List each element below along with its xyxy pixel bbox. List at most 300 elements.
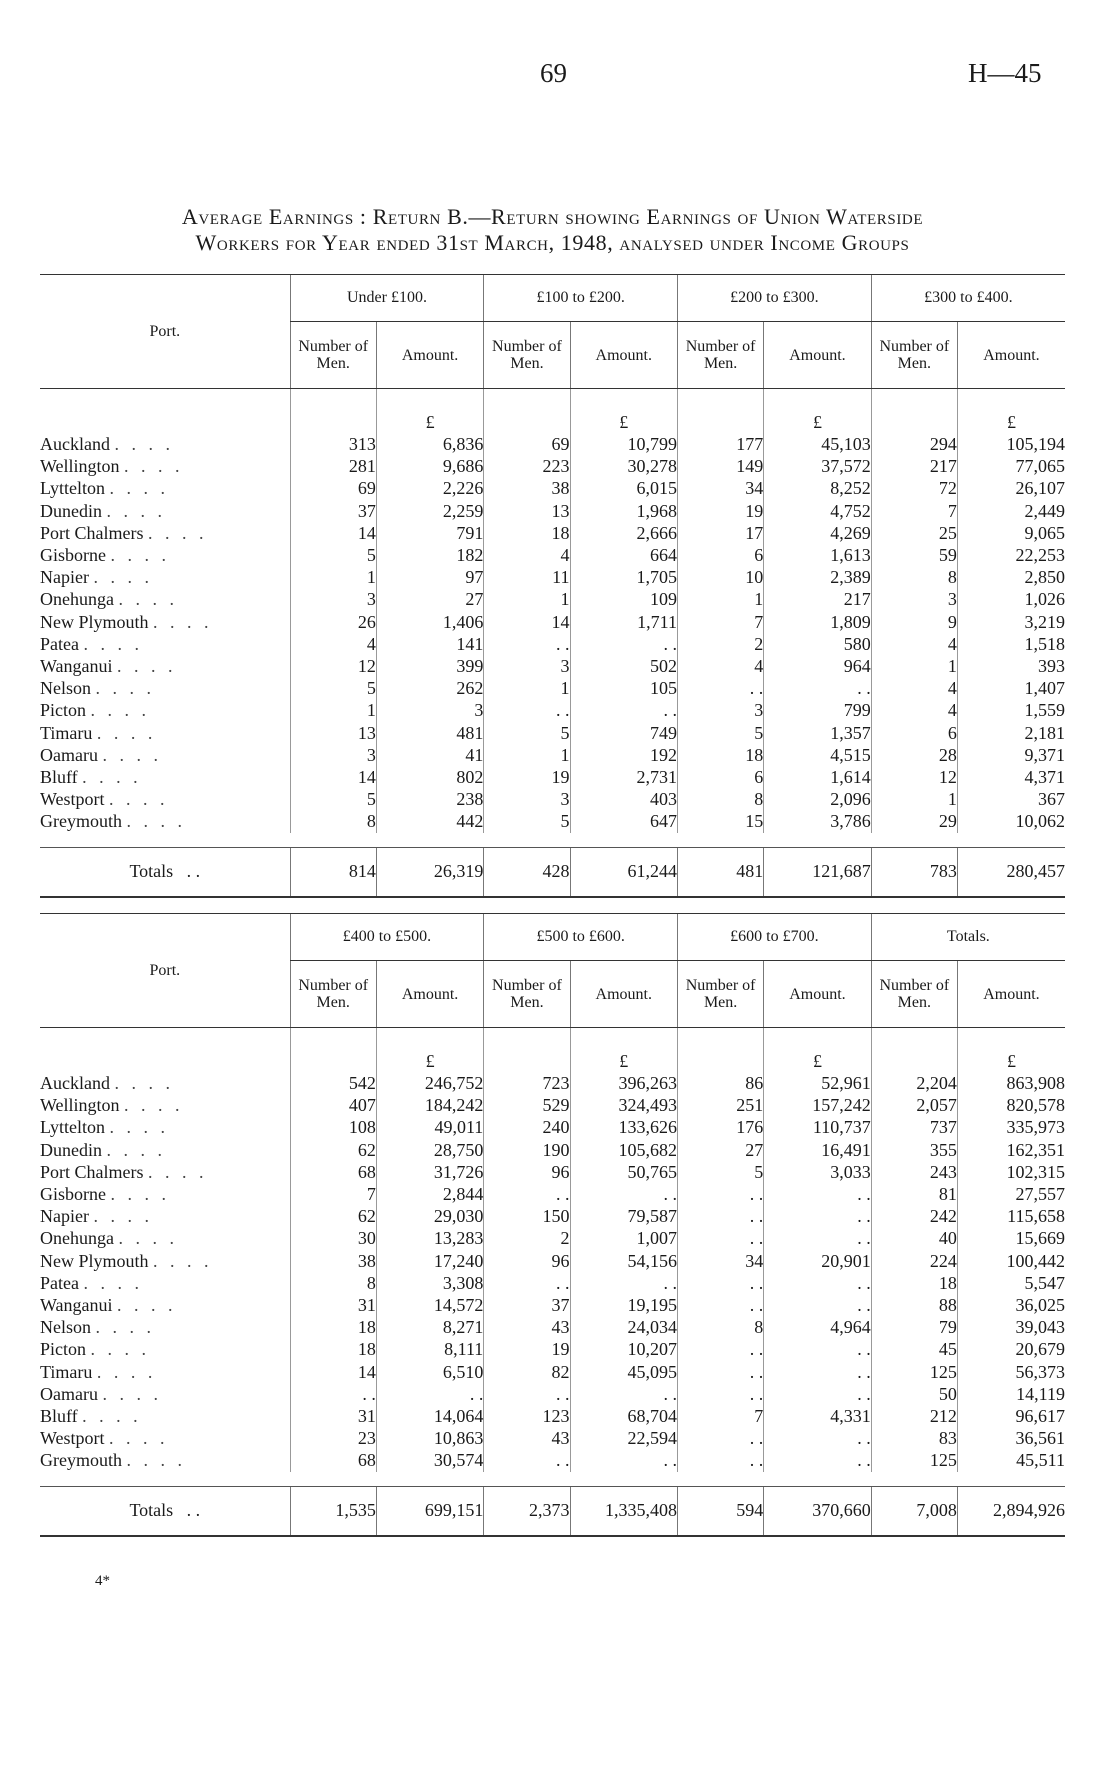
amount-cell: 16,491: [764, 1139, 872, 1161]
amount-cell: 22,253: [957, 544, 1065, 566]
amount-cell: 1,007: [570, 1227, 678, 1249]
amount-cell: 9,371: [957, 744, 1065, 766]
men-count-cell: 13: [290, 722, 376, 744]
port-header: Port.: [40, 275, 290, 389]
men-count-cell: . .: [484, 633, 570, 655]
amount-cell: 8,111: [376, 1338, 484, 1360]
amount-cell: . .: [570, 1383, 678, 1405]
port-name: Wellington . . . .: [40, 456, 184, 477]
men-count-cell: 108: [290, 1116, 376, 1138]
number-of-men-header: Number of Men.: [678, 322, 764, 389]
amount-cell: 664: [570, 544, 678, 566]
amount-cell: 110,737: [764, 1116, 872, 1138]
men-count-cell: 28: [871, 744, 957, 766]
table-row: [40, 1205, 1065, 1227]
amount-cell: 1,613: [764, 544, 872, 566]
port-name: Patea . . . .: [40, 1272, 143, 1293]
men-count-cell: 34: [678, 477, 764, 499]
amount-cell: 367: [957, 788, 1065, 810]
amount-cell: 10,863: [376, 1427, 484, 1449]
men-count-cell: 242: [871, 1205, 957, 1227]
men-count-cell: 72: [871, 477, 957, 499]
port-name: Onehunga . . . .: [40, 1228, 178, 1249]
amount-cell: 2,181: [957, 722, 1065, 744]
amount-cell: 3,219: [957, 611, 1065, 633]
table-row: [40, 633, 1065, 655]
men-count-cell: . .: [678, 677, 764, 699]
men-count-cell: 43: [484, 1427, 570, 1449]
port-name: Picton . . . .: [40, 700, 151, 721]
number-of-men-header: Number of Men.: [290, 322, 376, 389]
amount-cell: 820,578: [957, 1094, 1065, 1116]
amount-cell: 26,107: [957, 477, 1065, 499]
amount-cell: 481: [376, 722, 484, 744]
amount-cell: 802: [376, 766, 484, 788]
men-count-cell: 40: [871, 1227, 957, 1249]
men-count-cell: . .: [290, 1383, 376, 1405]
table-row: [40, 744, 1065, 766]
total-cell: 121,687: [764, 847, 872, 897]
amount-cell: . .: [764, 1449, 872, 1471]
men-count-cell: 19: [678, 500, 764, 522]
amount-cell: 238: [376, 788, 484, 810]
amount-cell: 45,095: [570, 1361, 678, 1383]
amount-cell: . .: [764, 1383, 872, 1405]
men-count-cell: 68: [290, 1449, 376, 1471]
men-count-cell: 6: [871, 722, 957, 744]
amount-cell: 10,799: [570, 433, 678, 455]
amount-cell: . .: [764, 1427, 872, 1449]
men-count-cell: 6: [678, 544, 764, 566]
men-count-cell: 25: [871, 522, 957, 544]
amount-cell: . .: [570, 633, 678, 655]
men-count-cell: 3: [290, 588, 376, 610]
amount-cell: 4,515: [764, 744, 872, 766]
pound-sign: £: [376, 389, 484, 434]
amount-cell: 3,786: [764, 810, 872, 832]
amount-cell: 97: [376, 566, 484, 588]
men-count-cell: . .: [678, 1361, 764, 1383]
amount-cell: . .: [764, 1227, 872, 1249]
amount-cell: 6,510: [376, 1361, 484, 1383]
table-rows: [40, 1072, 1065, 1472]
total-cell: 594: [678, 1486, 764, 1536]
amount-header: Amount.: [957, 322, 1065, 389]
men-count-cell: 18: [290, 1338, 376, 1360]
amount-header: Amount.: [376, 961, 484, 1028]
port-name: Dunedin . . . .: [40, 1139, 166, 1160]
men-count-cell: 313: [290, 433, 376, 455]
number-of-men-header: Number of Men.: [871, 322, 957, 389]
amount-cell: 1,559: [957, 699, 1065, 721]
table-row: [40, 1072, 1065, 1094]
group-header: £600 to £700.: [678, 914, 872, 961]
men-count-cell: 281: [290, 455, 376, 477]
amount-cell: . .: [764, 1183, 872, 1205]
men-count-cell: 81: [871, 1183, 957, 1205]
footnote: 4*: [95, 1573, 110, 1589]
men-count-cell: . .: [484, 1183, 570, 1205]
men-count-cell: 125: [871, 1361, 957, 1383]
men-count-cell: 12: [290, 655, 376, 677]
men-count-cell: 18: [290, 1316, 376, 1338]
amount-cell: 863,908: [957, 1072, 1065, 1094]
men-count-cell: 8: [290, 810, 376, 832]
men-count-cell: . .: [484, 699, 570, 721]
men-count-cell: 50: [871, 1383, 957, 1405]
men-count-cell: 542: [290, 1072, 376, 1094]
amount-cell: 41: [376, 744, 484, 766]
amount-cell: . .: [764, 1361, 872, 1383]
report-reference: H—45: [968, 58, 1042, 88]
number-of-men-header: Number of Men.: [484, 322, 570, 389]
number-of-men-header: Number of Men.: [678, 961, 764, 1028]
port-name: Dunedin . . . .: [40, 500, 166, 521]
men-count-cell: 12: [871, 766, 957, 788]
men-count-cell: 3: [678, 699, 764, 721]
total-cell: 26,319: [376, 847, 484, 897]
amount-cell: 24,034: [570, 1316, 678, 1338]
earnings-table-upper-groups: [40, 913, 1065, 1537]
amount-cell: 4,269: [764, 522, 872, 544]
men-count-cell: 11: [484, 566, 570, 588]
amount-cell: 45,103: [764, 433, 872, 455]
port-name: Port Chalmers . . . .: [40, 522, 208, 543]
men-count-cell: 62: [290, 1205, 376, 1227]
totals-row: [40, 1486, 1065, 1536]
total-cell: 699,151: [376, 1486, 484, 1536]
amount-cell: 162,351: [957, 1139, 1065, 1161]
amount-cell: 6,836: [376, 433, 484, 455]
table-row: [40, 722, 1065, 744]
amount-cell: . .: [570, 699, 678, 721]
pound-sign: £: [764, 1028, 872, 1073]
men-count-cell: 737: [871, 1116, 957, 1138]
amount-cell: 3,033: [764, 1161, 872, 1183]
totals-row: [40, 847, 1065, 897]
port-name: Patea . . . .: [40, 633, 143, 654]
total-cell: 370,660: [764, 1486, 872, 1536]
table-row: [40, 1272, 1065, 1294]
port-name: New Plymouth . . . .: [40, 1250, 213, 1271]
men-count-cell: 31: [290, 1405, 376, 1427]
table-row: [40, 1361, 1065, 1383]
men-count-cell: 190: [484, 1139, 570, 1161]
table-row: [40, 1449, 1065, 1471]
table-row: [40, 1316, 1065, 1338]
men-count-cell: 1: [871, 655, 957, 677]
amount-cell: 335,973: [957, 1116, 1065, 1138]
men-count-cell: 88: [871, 1294, 957, 1316]
amount-cell: 502: [570, 655, 678, 677]
men-count-cell: 5: [290, 788, 376, 810]
amount-cell: 192: [570, 744, 678, 766]
amount-cell: 13,283: [376, 1227, 484, 1249]
table-row: [40, 766, 1065, 788]
total-cell: 783: [871, 847, 957, 897]
amount-cell: . .: [764, 1205, 872, 1227]
men-count-cell: 7: [678, 1405, 764, 1427]
port-name: Lyttelton . . . .: [40, 478, 169, 499]
men-count-cell: 96: [484, 1161, 570, 1183]
men-count-cell: 5: [484, 810, 570, 832]
amount-cell: 105,682: [570, 1139, 678, 1161]
men-count-cell: 10: [678, 566, 764, 588]
men-count-cell: 7: [678, 611, 764, 633]
men-count-cell: 3: [484, 655, 570, 677]
total-cell: 814: [290, 847, 376, 897]
port-name: Wellington . . . .: [40, 1095, 184, 1116]
amount-cell: 324,493: [570, 1094, 678, 1116]
amount-cell: 1,026: [957, 588, 1065, 610]
amount-cell: . .: [570, 1449, 678, 1471]
men-count-cell: 123: [484, 1405, 570, 1427]
amount-cell: 393: [957, 655, 1065, 677]
pound-sign: £: [376, 1028, 484, 1073]
amount-cell: 749: [570, 722, 678, 744]
men-count-cell: 69: [484, 433, 570, 455]
amount-cell: 2,844: [376, 1183, 484, 1205]
amount-cell: 141: [376, 633, 484, 655]
table-row: [40, 611, 1065, 633]
men-count-cell: 7: [290, 1183, 376, 1205]
men-count-cell: 4: [290, 633, 376, 655]
table-row: [40, 477, 1065, 499]
men-count-cell: 217: [871, 455, 957, 477]
pound-sign: £: [764, 389, 872, 434]
table-row: [40, 788, 1065, 810]
men-count-cell: 2,204: [871, 1072, 957, 1094]
men-count-cell: 2: [678, 633, 764, 655]
amount-cell: 15,669: [957, 1227, 1065, 1249]
men-count-cell: 8: [678, 1316, 764, 1338]
men-count-cell: 17: [678, 522, 764, 544]
men-count-cell: 9: [871, 611, 957, 633]
amount-header: Amount.: [957, 961, 1065, 1028]
men-count-cell: 125: [871, 1449, 957, 1471]
men-count-cell: 355: [871, 1139, 957, 1161]
amount-cell: 1,711: [570, 611, 678, 633]
table-row: [40, 588, 1065, 610]
amount-cell: 403: [570, 788, 678, 810]
men-count-cell: 59: [871, 544, 957, 566]
men-count-cell: 30: [290, 1227, 376, 1249]
amount-cell: 45,511: [957, 1449, 1065, 1471]
port-header: Port.: [40, 914, 290, 1028]
amount-cell: 4,752: [764, 500, 872, 522]
port-name: Nelson . . . .: [40, 1317, 155, 1338]
men-count-cell: 1: [678, 588, 764, 610]
group-header: Totals.: [871, 914, 1065, 961]
men-count-cell: 243: [871, 1161, 957, 1183]
men-count-cell: 8: [871, 566, 957, 588]
port-name: Lyttelton . . . .: [40, 1117, 169, 1138]
men-count-cell: . .: [678, 1427, 764, 1449]
men-count-cell: 86: [678, 1072, 764, 1094]
men-count-cell: . .: [678, 1449, 764, 1471]
title-line-2: Workers for Year ended 31st March, 1948, analysed under Income Groups: [195, 230, 910, 255]
port-name: Oamaru . . . .: [40, 1383, 162, 1404]
amount-cell: 2,666: [570, 522, 678, 544]
amount-cell: 77,065: [957, 455, 1065, 477]
amount-cell: 14,064: [376, 1405, 484, 1427]
port-name: Port Chalmers . . . .: [40, 1161, 208, 1182]
amount-cell: . .: [764, 1294, 872, 1316]
men-count-cell: 14: [484, 611, 570, 633]
total-cell: 1,335,408: [570, 1486, 678, 1536]
amount-cell: 217: [764, 588, 872, 610]
table-row: [40, 1139, 1065, 1161]
table-row: [40, 1227, 1065, 1249]
table-row: [40, 1161, 1065, 1183]
amount-cell: 2,850: [957, 566, 1065, 588]
amount-cell: 1,518: [957, 633, 1065, 655]
men-count-cell: 1: [290, 699, 376, 721]
men-count-cell: 14: [290, 766, 376, 788]
men-count-cell: 14: [290, 522, 376, 544]
port-name: Gisborne . . . .: [40, 545, 170, 566]
amount-cell: 28,750: [376, 1139, 484, 1161]
totals-label: Totals . .: [40, 847, 290, 897]
men-count-cell: . .: [678, 1383, 764, 1405]
amount-cell: 1,407: [957, 677, 1065, 699]
total-cell: 1,535: [290, 1486, 376, 1536]
total-cell: 2,894,926: [957, 1486, 1065, 1536]
men-count-cell: . .: [484, 1272, 570, 1294]
amount-cell: 182: [376, 544, 484, 566]
port-name: New Plymouth . . . .: [40, 611, 213, 632]
amount-cell: . .: [764, 1338, 872, 1360]
amount-header: Amount.: [570, 961, 678, 1028]
port-name: Picton . . . .: [40, 1339, 151, 1360]
men-count-cell: 4: [484, 544, 570, 566]
document-title: [40, 204, 1065, 256]
men-count-cell: 79: [871, 1316, 957, 1338]
amount-cell: 1,357: [764, 722, 872, 744]
amount-cell: 399: [376, 655, 484, 677]
amount-header: Amount.: [764, 961, 872, 1028]
men-count-cell: 529: [484, 1094, 570, 1116]
amount-cell: 10,207: [570, 1338, 678, 1360]
men-count-cell: 4: [871, 699, 957, 721]
number-of-men-header: Number of Men.: [871, 961, 957, 1028]
men-count-cell: 43: [484, 1316, 570, 1338]
men-count-cell: 13: [484, 500, 570, 522]
men-count-cell: 5: [678, 1161, 764, 1183]
men-count-cell: . .: [678, 1294, 764, 1316]
amount-cell: 30,574: [376, 1449, 484, 1471]
amount-cell: 3: [376, 699, 484, 721]
table-row: [40, 699, 1065, 721]
number-of-men-header: Number of Men.: [290, 961, 376, 1028]
table-row: [40, 1338, 1065, 1360]
men-count-cell: 150: [484, 1205, 570, 1227]
men-count-cell: . .: [678, 1272, 764, 1294]
table-rows: [40, 433, 1065, 833]
men-count-cell: 176: [678, 1116, 764, 1138]
table-row: [40, 1094, 1065, 1116]
table-row: [40, 677, 1065, 699]
amount-cell: 36,561: [957, 1427, 1065, 1449]
amount-cell: 1,968: [570, 500, 678, 522]
men-count-cell: 18: [871, 1272, 957, 1294]
port-name: Wanganui . . . .: [40, 656, 177, 677]
amount-cell: 27,557: [957, 1183, 1065, 1205]
men-count-cell: . .: [678, 1227, 764, 1249]
men-count-cell: 82: [484, 1361, 570, 1383]
amount-cell: 184,242: [376, 1094, 484, 1116]
amount-cell: 1,614: [764, 766, 872, 788]
amount-cell: 4,964: [764, 1316, 872, 1338]
port-name: Auckland . . . .: [40, 434, 174, 454]
port-name: Auckland . . . .: [40, 1073, 174, 1093]
amount-cell: 109: [570, 588, 678, 610]
men-count-cell: 1: [871, 788, 957, 810]
amount-cell: 30,278: [570, 455, 678, 477]
men-count-cell: 2: [484, 1227, 570, 1249]
men-count-cell: 15: [678, 810, 764, 832]
amount-cell: . .: [376, 1383, 484, 1405]
port-name: Greymouth . . . .: [40, 811, 186, 832]
table-row: [40, 1250, 1065, 1272]
amount-cell: 29,030: [376, 1205, 484, 1227]
men-count-cell: 69: [290, 477, 376, 499]
men-count-cell: 407: [290, 1094, 376, 1116]
pound-sign: £: [957, 389, 1065, 434]
amount-cell: 20,679: [957, 1338, 1065, 1360]
amount-cell: 2,096: [764, 788, 872, 810]
amount-cell: 100,442: [957, 1250, 1065, 1272]
amount-cell: 157,242: [764, 1094, 872, 1116]
men-count-cell: 83: [871, 1427, 957, 1449]
men-count-cell: . .: [484, 1383, 570, 1405]
port-name: Oamaru . . . .: [40, 744, 162, 765]
group-header: £300 to £400.: [871, 275, 1065, 322]
amount-cell: 2,449: [957, 500, 1065, 522]
amount-cell: . .: [764, 677, 872, 699]
men-count-cell: 5: [290, 544, 376, 566]
amount-header: Amount.: [376, 322, 484, 389]
amount-cell: 105,194: [957, 433, 1065, 455]
amount-cell: 49,011: [376, 1116, 484, 1138]
table-row: [40, 1427, 1065, 1449]
group-header: Under £100.: [290, 275, 484, 322]
table-row: [40, 544, 1065, 566]
port-name: Greymouth . . . .: [40, 1450, 186, 1471]
totals-label: Totals . .: [40, 1486, 290, 1536]
amount-cell: 1,406: [376, 611, 484, 633]
men-count-cell: 149: [678, 455, 764, 477]
amount-cell: 96,617: [957, 1405, 1065, 1427]
men-count-cell: 224: [871, 1250, 957, 1272]
amount-cell: 39,043: [957, 1316, 1065, 1338]
men-count-cell: 1: [484, 744, 570, 766]
men-count-cell: 3: [484, 788, 570, 810]
port-name: Timaru . . . .: [40, 1361, 157, 1382]
men-count-cell: 37: [484, 1294, 570, 1316]
port-name: Onehunga . . . .: [40, 589, 178, 610]
amount-cell: 115,658: [957, 1205, 1065, 1227]
men-count-cell: 2,057: [871, 1094, 957, 1116]
men-count-cell: 45: [871, 1338, 957, 1360]
amount-cell: 964: [764, 655, 872, 677]
amount-cell: 14,572: [376, 1294, 484, 1316]
amount-cell: 799: [764, 699, 872, 721]
amount-header: Amount.: [764, 322, 872, 389]
men-count-cell: 29: [871, 810, 957, 832]
amount-cell: . .: [570, 1183, 678, 1205]
earnings-table-lower-groups: [40, 274, 1065, 898]
